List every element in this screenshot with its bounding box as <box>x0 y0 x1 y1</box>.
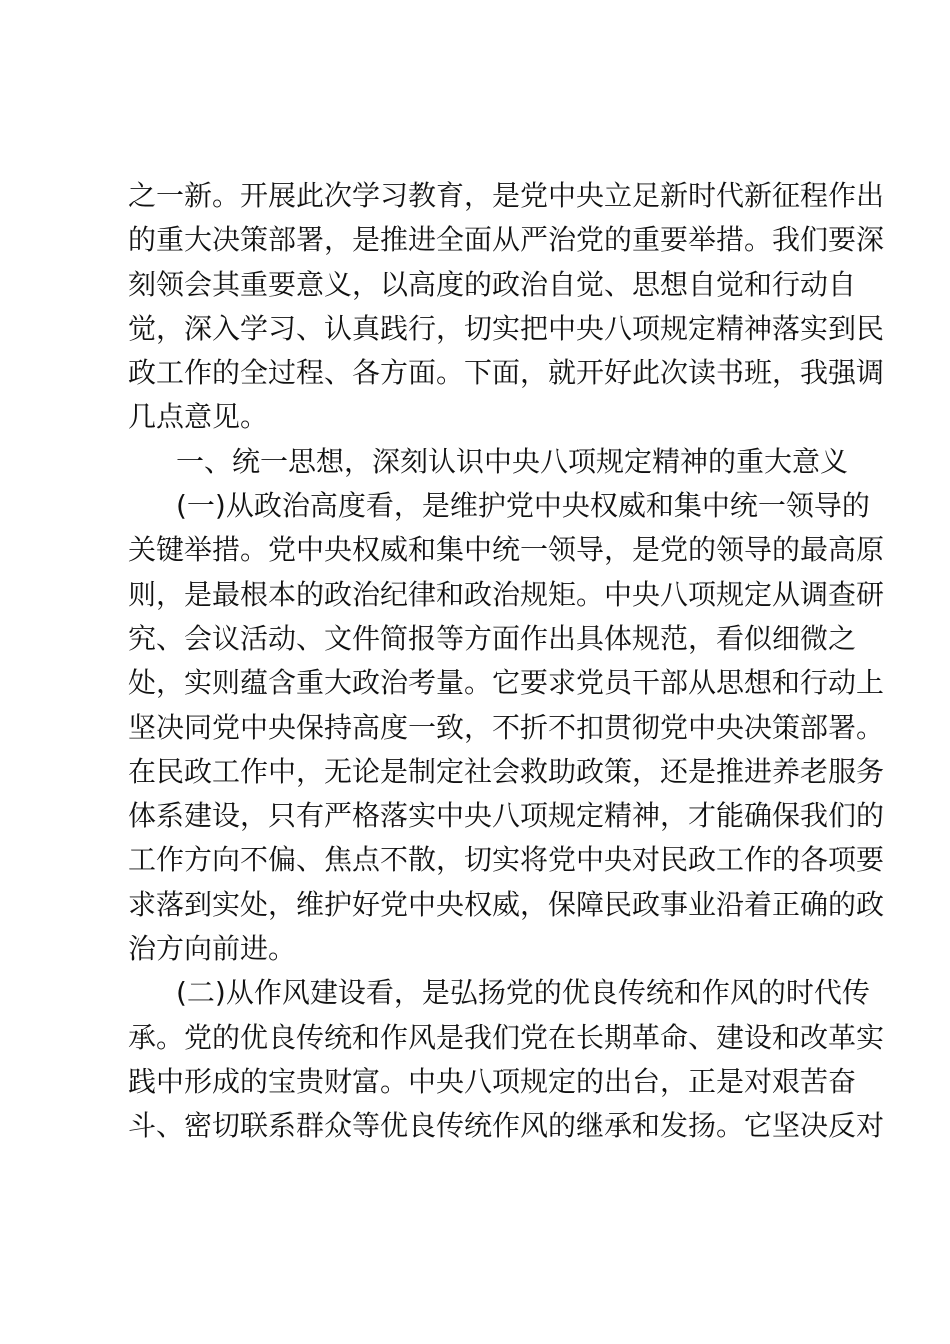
text-line: 政工作的全过程、各方面。下面，就开好此次读书班，我强调 <box>128 356 885 390</box>
text-line: 坚决同党中央保持高度一致，不折不扣贯彻党中央决策部署。 <box>128 710 885 744</box>
text-line: 斗、密切联系群众等优良传统作风的继承和发扬。它坚决反对 <box>128 1109 885 1143</box>
text-line: 觉，深入学习、认真践行，切实把中央八项规定精神落实到民 <box>128 311 885 345</box>
text-line: 究、会议活动、文件简报等方面作出具体规范，看似细微之 <box>128 621 857 655</box>
text-line: 几点意见。 <box>128 400 269 434</box>
subsection-heading-1: (一)从政治高度看，是维护党中央权威和集中统一领导的 <box>176 489 870 523</box>
subsection-heading-2: (二)从作风建设看，是弘扬党的优良传统和作风的时代传 <box>176 976 870 1010</box>
text-line: 承。党的优良传统和作风是我们党在长期革命、建设和改革实 <box>128 1020 885 1054</box>
text-line: 在民政工作中，无论是制定社会救助政策，还是推进养老服务 <box>128 754 885 788</box>
section-heading: 一、统一思想，深刻认识中央八项规定精神的重大意义 <box>176 444 849 478</box>
text-line: 工作方向不偏、焦点不散，切实将党中央对民政工作的各项要 <box>128 843 885 877</box>
text-line: 则，是最根本的政治纪律和政治规矩。中央八项规定从调查研 <box>128 577 885 611</box>
text-line: 刻领会其重要意义，以高度的政治自觉、思想自觉和行动自 <box>128 267 857 301</box>
text-line: 治方向前进。 <box>128 932 297 966</box>
text-line: 践中形成的宝贵财富。中央八项规定的出台，正是对艰苦奋 <box>128 1064 857 1098</box>
text-line: 求落到实处，维护好党中央权威，保障民政事业沿着正确的政 <box>128 887 885 921</box>
body-text <box>128 174 885 1149</box>
text-line: 之一新。开展此次学习教育，是党中央立足新时代新征程作出 <box>128 179 885 212</box>
text-line: 关键举措。党中央权威和集中统一领导，是党的领导的最高原 <box>128 533 885 567</box>
text-line: 体系建设，只有严格落实中央八项规定精神，才能确保我们的 <box>128 799 885 833</box>
text-line: 的重大决策部署，是推进全面从严治党的重要举措。我们要深 <box>128 223 885 257</box>
text-line: 处，实则蕴含重大政治考量。它要求党员干部从思想和行动上 <box>128 666 885 700</box>
